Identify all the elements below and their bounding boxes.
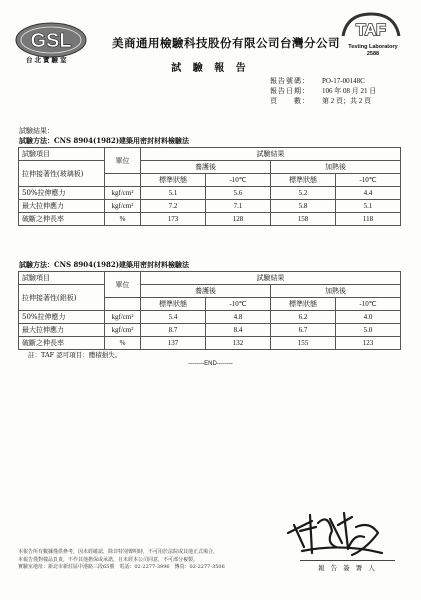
header-unit: 單位	[105, 272, 141, 298]
header-standard: 標準狀態	[141, 298, 206, 311]
footer-line: 本報告僅對樣品負責，不作其他擔保或承諾，且未經本公司同意，不可部分複製。	[18, 556, 199, 563]
table-row: 破斷之伸長率 % 137 132 155 123	[19, 337, 401, 350]
results-label: 試驗結果：	[19, 127, 54, 135]
header-cold: -10℃	[336, 174, 401, 187]
header-unit: 單位	[105, 148, 141, 174]
header-group-heated: 加熱後	[271, 161, 401, 174]
meta-report-date: 報告日期： 106 年 08 月 21 日	[270, 87, 377, 95]
header-group-cured: 養護後	[141, 285, 271, 298]
results-table-glass	[18, 147, 401, 226]
header-sub-item: 拉伸接著性(玻璃板)	[19, 161, 105, 187]
meta-report-no: 報告號碼： PO-17-00148C	[270, 77, 365, 85]
test-method-1: 試驗方法：CNS 8904(1982)建築用密封材料檢驗法	[19, 136, 190, 145]
header-results: 試驗結果	[141, 148, 401, 161]
meta-page-count: 頁 數： 第 2 頁；共 2 頁	[270, 97, 371, 105]
footer-line: 實驗室地址：新北市新莊區中港路三段65號 電話：02-2277-3996 傳真：02-2277-3506	[18, 564, 225, 571]
table-row: 50%拉伸應力 kgf/cm² 5.1 5.6 5.2 4.4	[19, 187, 401, 200]
header-group-cured: 養護後	[141, 161, 271, 174]
header-results: 試驗結果	[141, 272, 401, 285]
taf-logo-text: TAF	[356, 22, 386, 39]
table-row: 破斷之伸長率 % 173 128 158 118	[19, 213, 401, 226]
table-row: 50%拉伸應力 kgf/cm² 5.4 4.8 6.2 4.0	[19, 311, 401, 324]
results-table-aluminum	[18, 271, 401, 350]
taf-note: 註：TAF 認可項目：體積損失。	[28, 351, 122, 359]
header-standard: 標準狀態	[271, 174, 336, 187]
table-row: 最大拉伸應力 kgf/cm² 8.7 8.4 6.7 5.0	[19, 324, 401, 337]
gsl-logo-text: GSL	[30, 30, 72, 52]
end-mark: --------END--------	[188, 361, 233, 367]
table-row: 最大拉伸應力 kgf/cm² 7.2 7.1 5.8 5.1	[19, 200, 401, 213]
header-sub-item: 拉伸接著性(鋁板)	[19, 285, 105, 311]
header-cold: -10℃	[206, 298, 271, 311]
report-meta	[270, 76, 376, 106]
test-method-2: 試驗方法：CNS 8904(1982)建築用密封材料檢驗法	[19, 260, 190, 269]
taf-lab-number: 2588	[366, 51, 380, 57]
taf-lab-label: Testing Laboratory	[348, 44, 398, 50]
header-standard: 標準狀態	[271, 298, 336, 311]
header-test-item: 試驗項目	[19, 272, 105, 285]
handwritten-signature	[282, 503, 390, 561]
header-group-heated: 加熱後	[271, 285, 401, 298]
header-test-item: 試驗項目	[19, 148, 105, 161]
signer-label: 報 告 簽 署 人	[300, 560, 395, 572]
header-cold: -10℃	[336, 298, 401, 311]
company-name: 美商通用檢驗科技股份有限公司台灣分公司	[112, 36, 340, 50]
header-standard: 標準狀態	[141, 174, 206, 187]
taf-logo	[337, 10, 405, 42]
report-title: 試 驗 報 告	[171, 63, 250, 74]
gsl-caption: 台北實驗室	[26, 56, 69, 64]
footer-disclaimer	[18, 549, 225, 572]
header-cold: -10℃	[206, 174, 271, 187]
footer-line: 本報告所有數據僅供參考，因未經確認，除非特別聲明時，不可用於法院或其他正式場合，	[18, 549, 219, 555]
